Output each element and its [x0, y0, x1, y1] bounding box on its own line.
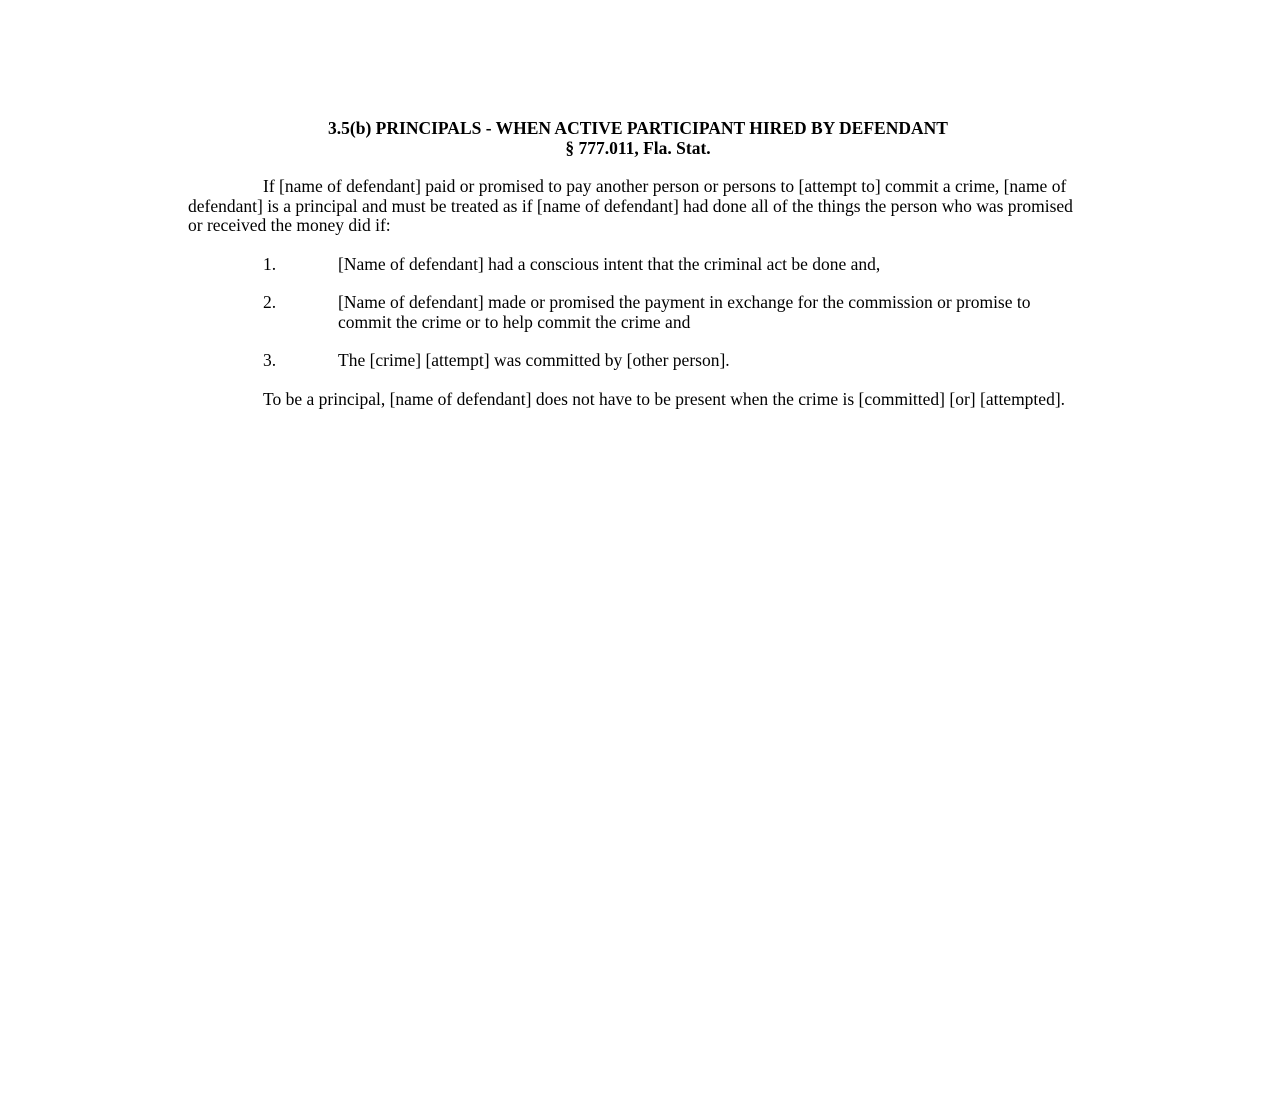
- document-page: [188, 119, 1088, 409]
- item-text: [Name of defendant] had a conscious intent that the criminal act be done and,: [338, 253, 881, 274]
- list-item: [188, 351, 1088, 371]
- list-item: [188, 255, 1088, 275]
- closing-paragraph: To be a principal, [name of defendant] does not have to be present when the crime is [committed] [or] [attempted].: [263, 388, 1066, 409]
- statute-citation: § 777.011, Fla. Stat.: [565, 137, 711, 158]
- title-text: 3.5(b) PRINCIPALS - WHEN ACTIVE PARTICIPANT HIRED BY DEFENDANT: [328, 118, 948, 138]
- item-number: 2.: [263, 292, 277, 312]
- intro-paragraph: If [name of defendant] paid or promised to pay another person or persons to [attempt to] commit a crime, [name of defendant] is a principal and must be treated as if [name of defendant] had done all of the things the person who was promised or received the money did if:: [188, 176, 1073, 235]
- item-text: [Name of defendant] made or promised the payment in exchange for the commission or promise to commit the crime or to help commit the crime and: [338, 292, 1031, 332]
- document-title: [188, 119, 1088, 158]
- item-number: 3.: [263, 350, 277, 370]
- item-text: The [crime] [attempt] was committed by [other person].: [338, 350, 730, 370]
- item-number: 1.: [263, 253, 277, 274]
- list-item: [188, 293, 1088, 332]
